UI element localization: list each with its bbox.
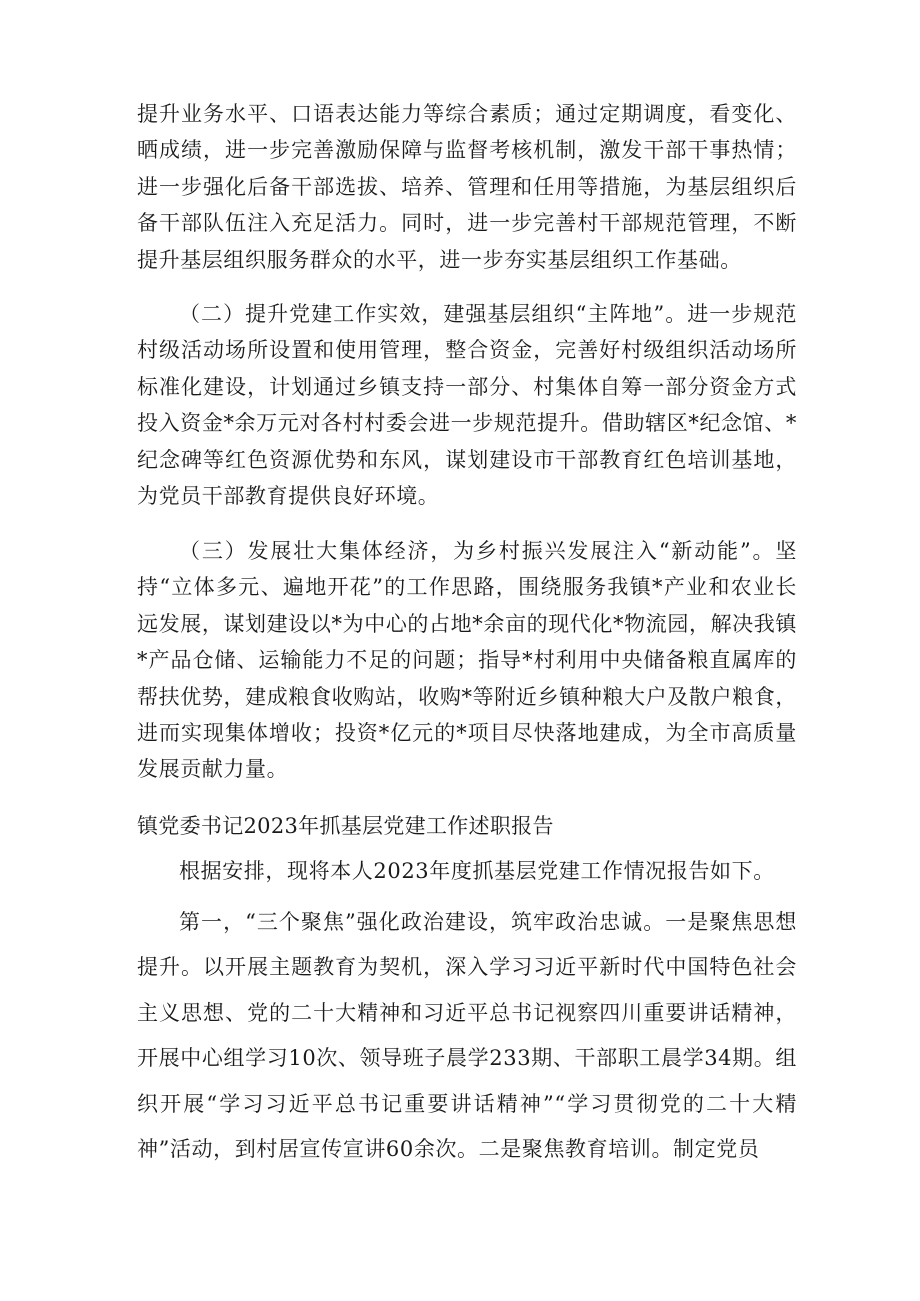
paragraph-section-three: （三）发展壮大集体经济，为乡村振兴发展注入“新动能”。坚持“立体多元、遍地开花”的工作思路，围绕服务我镇*产业和农业长远发展，谋划建设以*为中心的占地*余亩的现代化*物流园，解决我镇*产品仓储、运输能力不足的问题；指导*村利用中央储备粮直属库的帮扶优势，建成粮食收购站，收购*等附近乡镇种粮大户及散户粮食，进而实现集体增收；投资*亿元的*项目尽快落地建成，为全市高质量发展贡献力量。 — [137, 539, 797, 782]
paragraph-continued: 提升业务水平、口语表达能力等综合素质；通过定期调度，看变化、晒成绩，进一步完善激励保障与监督考核机制，激发干部干事热情；进一步强化后备干部选拔、培养、管理和任用等措施，为基层组织后备干部队伍注入充足活力。同时，进一步完善村干部规范管理，不断提升基层组织服务群众的水平，进一步夯实基层组织工作基础。 — [137, 102, 797, 272]
paragraph-part-one: 第一，“三个聚焦”强化政治建设，筑牢政治忠诚。一是聚焦思想提升。以开展主题教育为契机，深入学习习近平新时代中国特色社会主义思想、党的二十大精神和习近平总书记视察四川重要讲话精神，开展中心组学习10次、领导班子晨学233期、干部职工晨学34期。组织开展“学习习近平总书记重要讲话精神”“学习贯彻党的二十大精神”活动，到村居宣传宣讲60余次。二是聚焦教育培训。制定党员 — [137, 910, 797, 1162]
paragraph-intro: 根据安排，现将本人2023年度抓基层党建工作情况报告如下。 — [179, 859, 775, 883]
report-title: 镇党委书记2023年抓基层党建工作述职报告 — [137, 814, 554, 838]
paragraph-section-two: （二）提升党建工作实效，建强基层组织“主阵地”。进一步规范村级活动场所设置和使用管理，整合资金，完善好村级组织活动场所标准化建设，计划通过乡镇支持一部分、村集体自筹一部分资金方式投入资金*余万元对各村村委会进一步规范提升。借助辖区*纪念馆、*纪念碑等红色资源优势和东风，谋划建设市干部教育红色培训基地，为党员干部教育提供良好环境。 — [137, 302, 797, 509]
